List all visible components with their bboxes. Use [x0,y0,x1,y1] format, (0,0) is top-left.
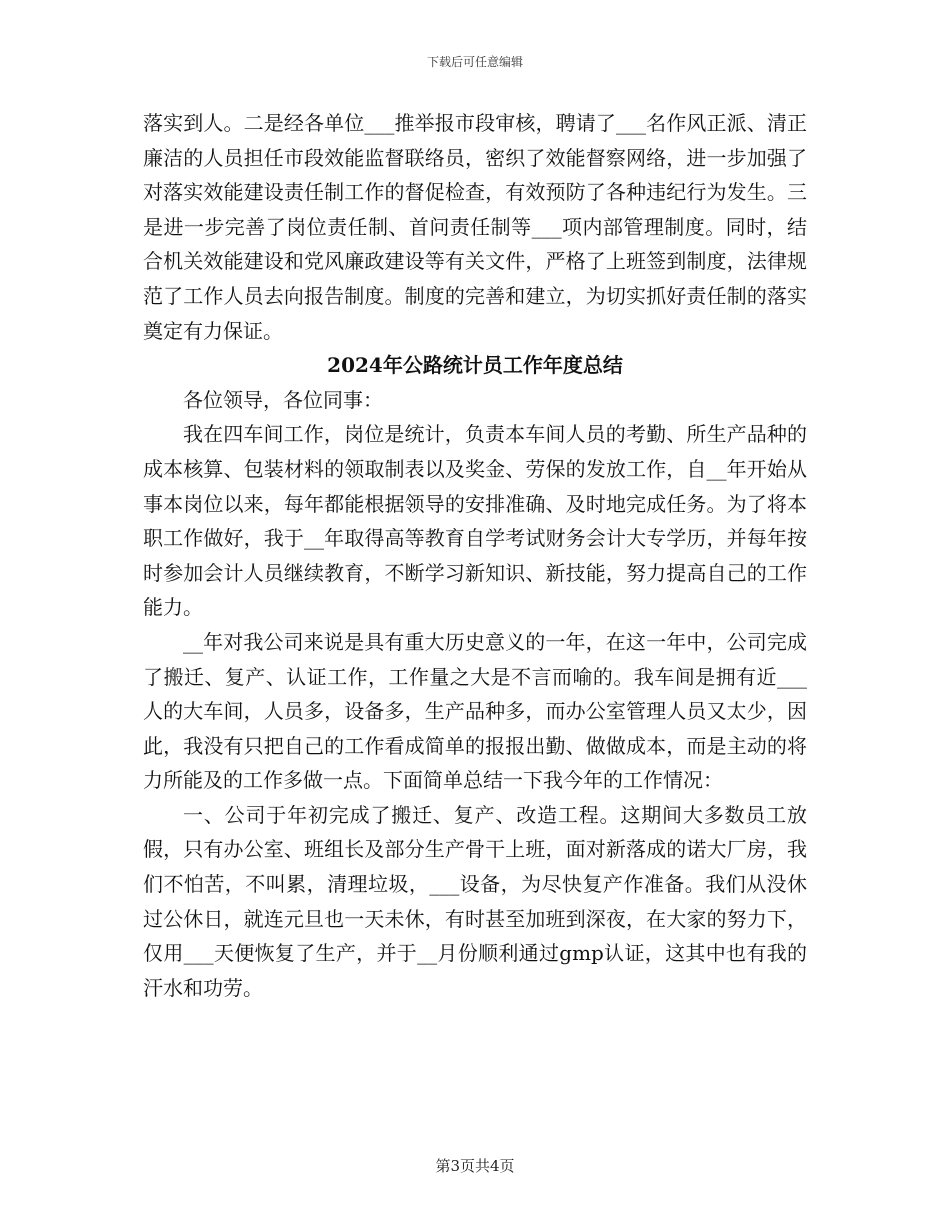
document-body [143,106,807,1005]
page-header: 下载后可任意编辑 [426,55,523,69]
page-number: 第3页共4页 [435,1157,515,1175]
body-paragraph-3: 一、公司于年初完成了搬迁、复产、改造工程。这期间大多数员工放假，只有办公室、班组长及部分生产骨干上班，面对新落成的诺大厂房，我们不怕苦，不叫累，清理垃圾，___设备，为尽快复产作准备。我们从没休过公休日，就连元旦也一天未休，有时甚至加班到深夜，在大家的努力下，仅用___天便恢复了生产，并于__月份顺利通过gmp认证，这其中也有我的汗水和功劳。 [143,802,807,1000]
body-paragraph-1: 我在四车间工作，岗位是统计，负责本车间人员的考勤、所生产品种的成本核算、包装材料的领取制表以及奖金、劳保的发放工作，自__年开始从事本岗位以来，每年都能根据领导的安排准确、及时地完成任务。为了将本职工作做好，我于__年取得高等教育自学考试财务会计大专学历，并每年按时参加会计人员继续教育，不断学习新知识、新技能，努力提高自己的工作能力。 [143,422,807,620]
intro-paragraph: 落实到人。二是经各单位___推举报市段审核，聘请了___名作风正派、清正廉洁的人员担任市段效能监督联络员，密织了效能督察网络，进一步加强了对落实效能建设责任制工作的督促检查，有效预防了各种违纪行为发生。三是进一步完善了岗位责任制、首问责任制等___项内部管理制度。同时，结合机关效能建设和党风廉政建设等有关文件，严格了上班签到制度，法律规范了工作人员去向报告制度。制度的完善和建立，为切实抓好责任制的落实奠定有力保证。 [143,111,807,343]
document-title: 2024年公路统计员工作年度总结 [327,353,623,378]
salutation: 各位领导，各位同事： [183,387,383,412]
body-paragraph-2: __年对我公司来说是具有重大历史意义的一年，在这一年中，公司完成了搬迁、复产、认证工作，工作量之大是不言而喻的。我车间是拥有近___人的大车间，人员多，设备多，生产品种多，而办公室管理人员又太少，因此，我没有只把自己的工作看成简单的报报出勤、做做成本，而是主动的将力所能及的工作多做一点。下面简单总结一下我今年的工作情况： [143,629,807,793]
